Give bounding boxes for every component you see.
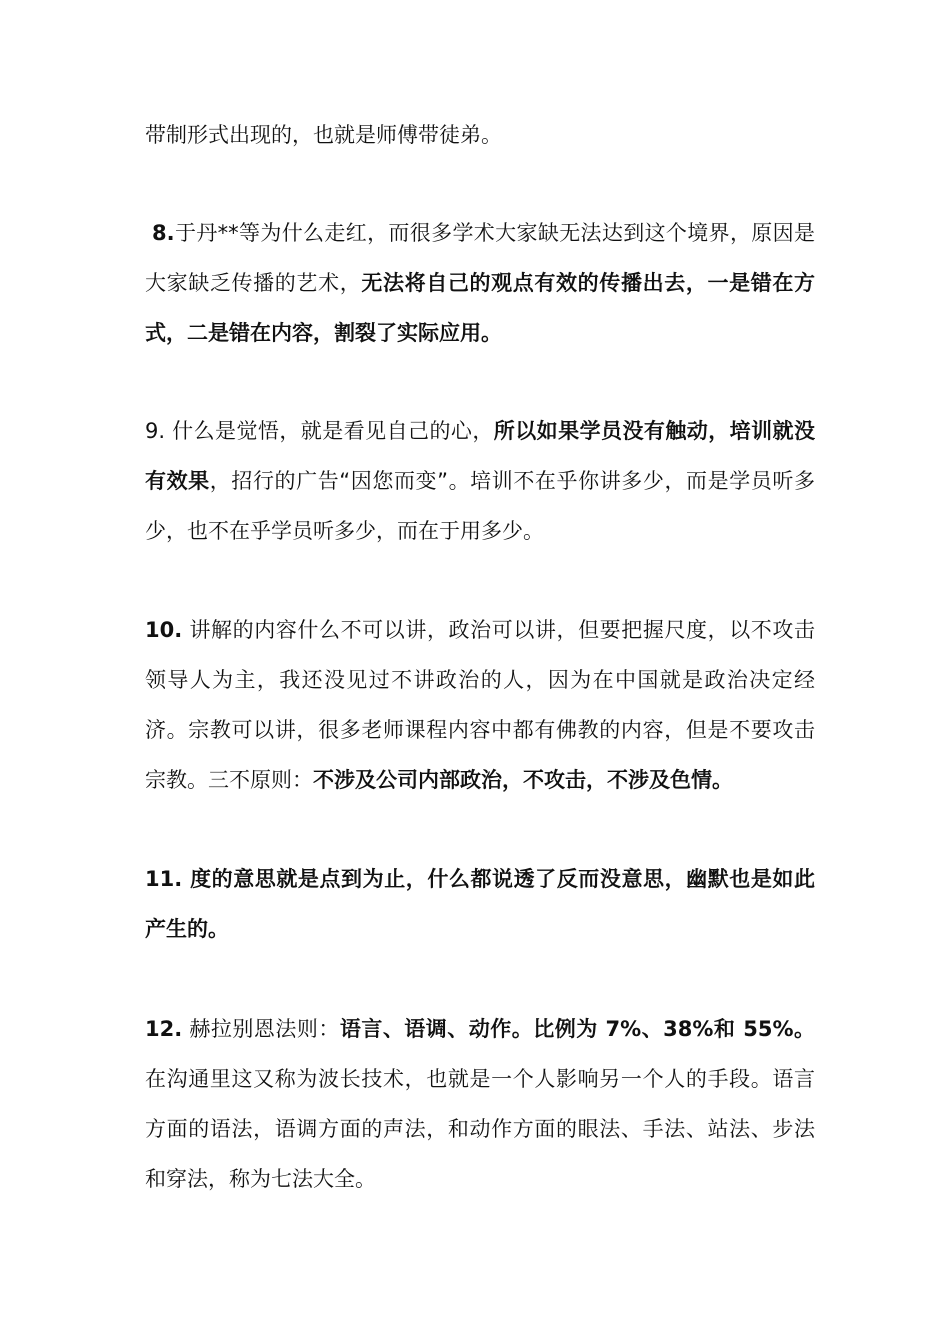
paragraph-7-continued <box>145 110 815 160</box>
paragraph-12 <box>145 1004 815 1204</box>
paragraph-text-2: ，招行的广告“因您而变”。培训不在乎你讲多少，而是学员听多少，也不在乎学员听多少，而在于用多少。 <box>145 469 815 543</box>
paragraph-text: 9. 什么是觉悟，就是看见自己的心， <box>145 419 494 443</box>
item-number: 12. <box>145 1017 183 1041</box>
paragraph-8 <box>145 208 815 358</box>
paragraph-text: 带制形式出现的，也就是师傅带徒弟。 <box>145 123 502 147</box>
paragraph-10 <box>145 605 815 805</box>
bold-text: 不涉及公司内部政治，不攻击，不涉及色情。 <box>313 768 733 792</box>
bold-text: 所以如果学员没有触动，培训就没有效果 <box>145 419 815 493</box>
paragraph-text-2: 在沟通里这又称为波长技术，也就是一个人影响另一个人的手段。语言方面的语法，语调方面的声法，和动作方面的眼法、手法、站法、步法和穿法，称为七法大全。 <box>145 1067 815 1191</box>
item-number: 10. <box>145 618 183 642</box>
paragraph-text: 于丹**等为什么走红，而很多学术大家缺无法达到这个境界，原因是大家缺乏传播的艺术， <box>145 221 815 295</box>
item-number: 8. <box>152 221 175 245</box>
bold-text: 语言、语调、动作。比例为 7%、38%和 55%。 <box>339 1017 815 1041</box>
bold-text: 11. 度的意思就是点到为止，什么都说透了反而没意思，幽默也是如此产生的。 <box>145 867 815 941</box>
paragraph-text: 赫拉别恩法则： <box>182 1017 340 1041</box>
paragraph-9 <box>145 406 815 556</box>
paragraph-text: 讲解的内容什么不可以讲，政治可以讲，但要把握尺度，以不攻击领导人为主，我还没见过不讲政治的人，因为在中国就是政治决定经济。宗教可以讲，很多老师课程内容中都有佛教的内容，但是不要攻击宗教。三不原则： <box>145 618 815 792</box>
paragraph-11 <box>145 854 815 954</box>
bold-text: 无法将自己的观点有效的传播出去，一是错在方式，二是错在内容，割裂了实际应用。 <box>145 271 816 345</box>
